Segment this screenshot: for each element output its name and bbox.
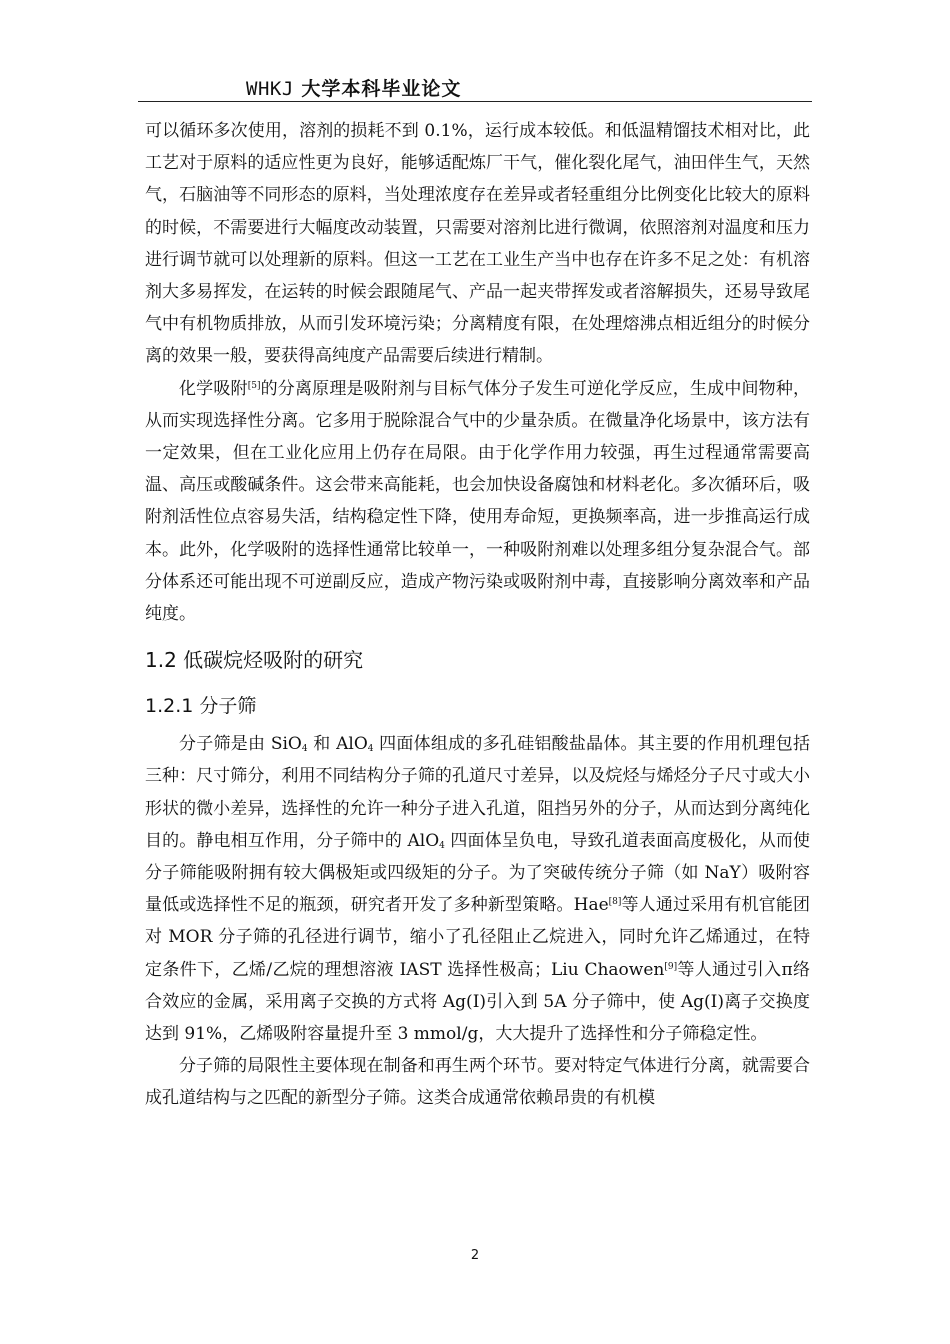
subsection-heading: 1.2.1 分子筛 <box>145 695 257 718</box>
paragraph-molecular-sieve <box>145 728 810 1050</box>
para-text: 分子筛是由 SiO <box>179 734 302 755</box>
section-heading: 1.2 低碳烷烃吸附的研究 <box>145 648 364 673</box>
subscript: 4 <box>367 744 374 755</box>
page-number: 2 <box>470 1248 480 1263</box>
paragraph-sieve-limitations: 分子筛的局限性主要体现在制备和再生两个环节。要对特定气体进行分离，就需要合成孔道结构与之匹配的新型分子筛。这类合成通常依赖昂贵的有机模 <box>145 1056 810 1109</box>
paragraph-solvent-absorption: 可以循环多次使用，溶剂的损耗不到 0.1%，运行成本较低。和低温精馏技术相对比，此工艺对于原料的适应性更为良好，能够适配炼厂干气，催化裂化尾气，油田伴生气，天然气，石脑油等不同形态的原料，当处理浓度存在差异或者轻重组分比例变化比较大的原料的时候，不需要进行大幅度改动装置，只需要对溶剂比进行微调，依照溶剂对温度和压力进行调节就可以处理新的原料。但这一工艺在工业生产当中也存在许多不足之处：有机溶剂大多易挥发，在运转的时候会跟随尾气、产品一起夹带挥发或者溶解损失，还易导致尾气中有机物质排放，从而引发环境污染；分离精度有限，在处理熔沸点相近组分的时候分离的效果一般，要获得高纯度产品需要后续进行精制。 <box>145 121 810 367</box>
para-text: 四面体呈负电，导致孔道表面高度极化，从而使分子筛能吸附拥有较大偶极矩或四级矩的分子。为了突破传统分子筛（如 NaY）吸附容量低或选择性不足的瓶颈，研究者开发了多种新型策略。Hae <box>145 830 811 916</box>
citation: [9] <box>664 961 678 972</box>
page-header <box>138 72 812 102</box>
header-title <box>246 74 461 101</box>
header-latin: WHKJ <box>246 78 294 100</box>
para-text: 和 AlO <box>307 734 368 755</box>
header-chinese: 大学本科毕业论文 <box>301 78 462 100</box>
subscript: 4 <box>301 744 308 755</box>
para-text: 等人通过引入π络合效应的金属，采用离子交换的方式将 Ag(I)引入到 5A 分子筛中，使 Ag(I)离子交换度达到 91%，乙烯吸附容量提升至 3 mmol/g，大大提升了选择性和分子筛稳定性。 <box>145 959 810 1045</box>
para-text: 四面体组成的多孔硅铝酸盐晶体。其主要的作用机理包括三种：尺寸筛分，利用不同结构分子筛的孔道尺寸差异，以及烷烃与烯烃分子尺寸或大小形状的微小差异，选择性的允许一种分子进入孔道，阻挡另外的分子，从而达到分离纯化目的。静电相互作用，分子筛中的 AlO <box>145 734 810 851</box>
body-content <box>145 115 810 1115</box>
citation: [5] <box>247 380 261 391</box>
para-text: 的分离原理是吸附剂与目标气体分子发生可逆化学反应，生成中间物种，从而实现选择性分离。它多用于脱除混合气中的少量杂质。在微量净化场景中，该方法有一定效果，但在工业化应用上仍存在局限。由于化学作用力较强，再生过程通常需要高温、高压或酸碱条件。这会带来高能耗，也会加快设备腐蚀和材料老化。多次循环后，吸附剂活性位点容易失活，结构稳定性下降，使用寿命短，更换频率高，进一步推高运行成本。此外，化学吸附的选择性通常比较单一，一种吸附剂难以处理多组分复杂混合气。部分体系还可能出现不可逆副反应，造成产物污染或吸附剂中毒，直接影响分离效率和产品纯度。 <box>145 378 811 625</box>
citation: [8] <box>608 897 622 908</box>
para-text: 等人通过采用有机官能团对 MOR 分子筛的孔径进行调节，缩小了孔径阻止乙烷进入，同时允许乙烯通过，在特定条件下，乙烯/乙烷的理想溶液 IAST 选择性极高；Liu Chaowen <box>145 895 811 980</box>
para-text: 化学吸附 <box>179 378 248 399</box>
subscript: 4 <box>439 840 445 851</box>
paragraph-chemical-adsorption <box>145 373 810 631</box>
